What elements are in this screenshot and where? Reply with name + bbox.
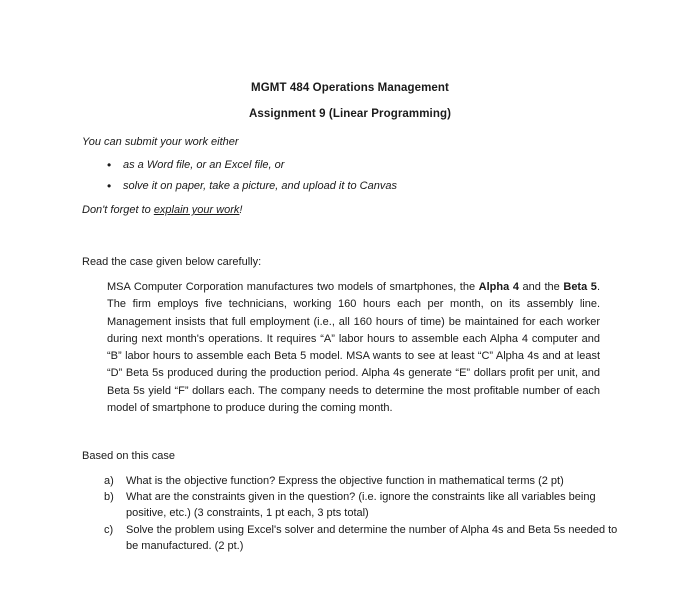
assignment-title: Assignment 9 (Linear Programming) <box>248 108 452 120</box>
question-item <box>104 489 624 521</box>
alpha-model: Alpha 4 <box>478 281 519 293</box>
question-text: What are the constraints given in the question? (i.e. ignore the constraints like all variables being positive, etc.) (3 constraints, 1 pt each, 3 pts total) <box>126 491 596 520</box>
case-text-2: and the <box>518 281 564 293</box>
beta-model: Beta 5 <box>563 281 597 293</box>
reminder-suffix: ! <box>239 204 243 216</box>
reminder-prefix: Don't forget to <box>82 204 154 216</box>
question-item <box>104 473 624 489</box>
question-text: Solve the problem using Excel's solver and determine the number of Alpha 4s and Beta 5s needed to be manufactured. (2 pt.) <box>126 523 618 552</box>
case-paragraph <box>107 279 600 417</box>
question-label: c) <box>104 523 114 536</box>
case-lead: Read the case given below carefully: <box>82 256 262 268</box>
submission-option-text: as a Word file, or an Excel file, or <box>123 159 285 171</box>
bullet-icon: • <box>107 179 112 193</box>
submission-option <box>107 157 397 178</box>
question-text: What is the objective function? Express the objective function in mathematical terms (2 pt) <box>126 475 564 487</box>
reminder-underlined: explain your work <box>153 204 240 216</box>
submission-option-text: solve it on paper, take a picture, and upload it to Canvas <box>123 180 397 192</box>
question-label: a) <box>104 475 114 487</box>
submission-intro: You can submit your work either <box>82 136 239 148</box>
submission-option <box>107 178 397 199</box>
bullet-icon: • <box>107 158 112 172</box>
course-title: MGMT 484 Operations Management <box>251 82 449 94</box>
question-list <box>104 473 624 554</box>
question-label: b) <box>104 491 114 504</box>
case-text-3: . The firm employs five technicians, working 160 hours each per month, on its assembly line. Management insists that full employment (i.e., all 160 hours of time) be maintained for each worker during next month's operations. It requires “A” labor hours to assemble each Alpha 4 computer and “B” labor hours to assemble each Beta 5 model. MSA wants to see at least “C” Alpha 4s and at least “D” Beta 5s produced during the production period. Alpha 4s generate “E” dollars profit per unit, and Beta 5s yield “F” dollars each. The company needs to determine the most profitable number of each model of smartphone to produce during the coming month. <box>107 281 600 415</box>
explain-reminder <box>82 204 242 216</box>
question-item <box>104 522 624 554</box>
questions-lead: Based on this case <box>82 450 175 462</box>
case-text-1: MSA Computer Corporation manufactures two models of smartphones, the <box>107 281 479 293</box>
submission-options <box>107 157 397 199</box>
